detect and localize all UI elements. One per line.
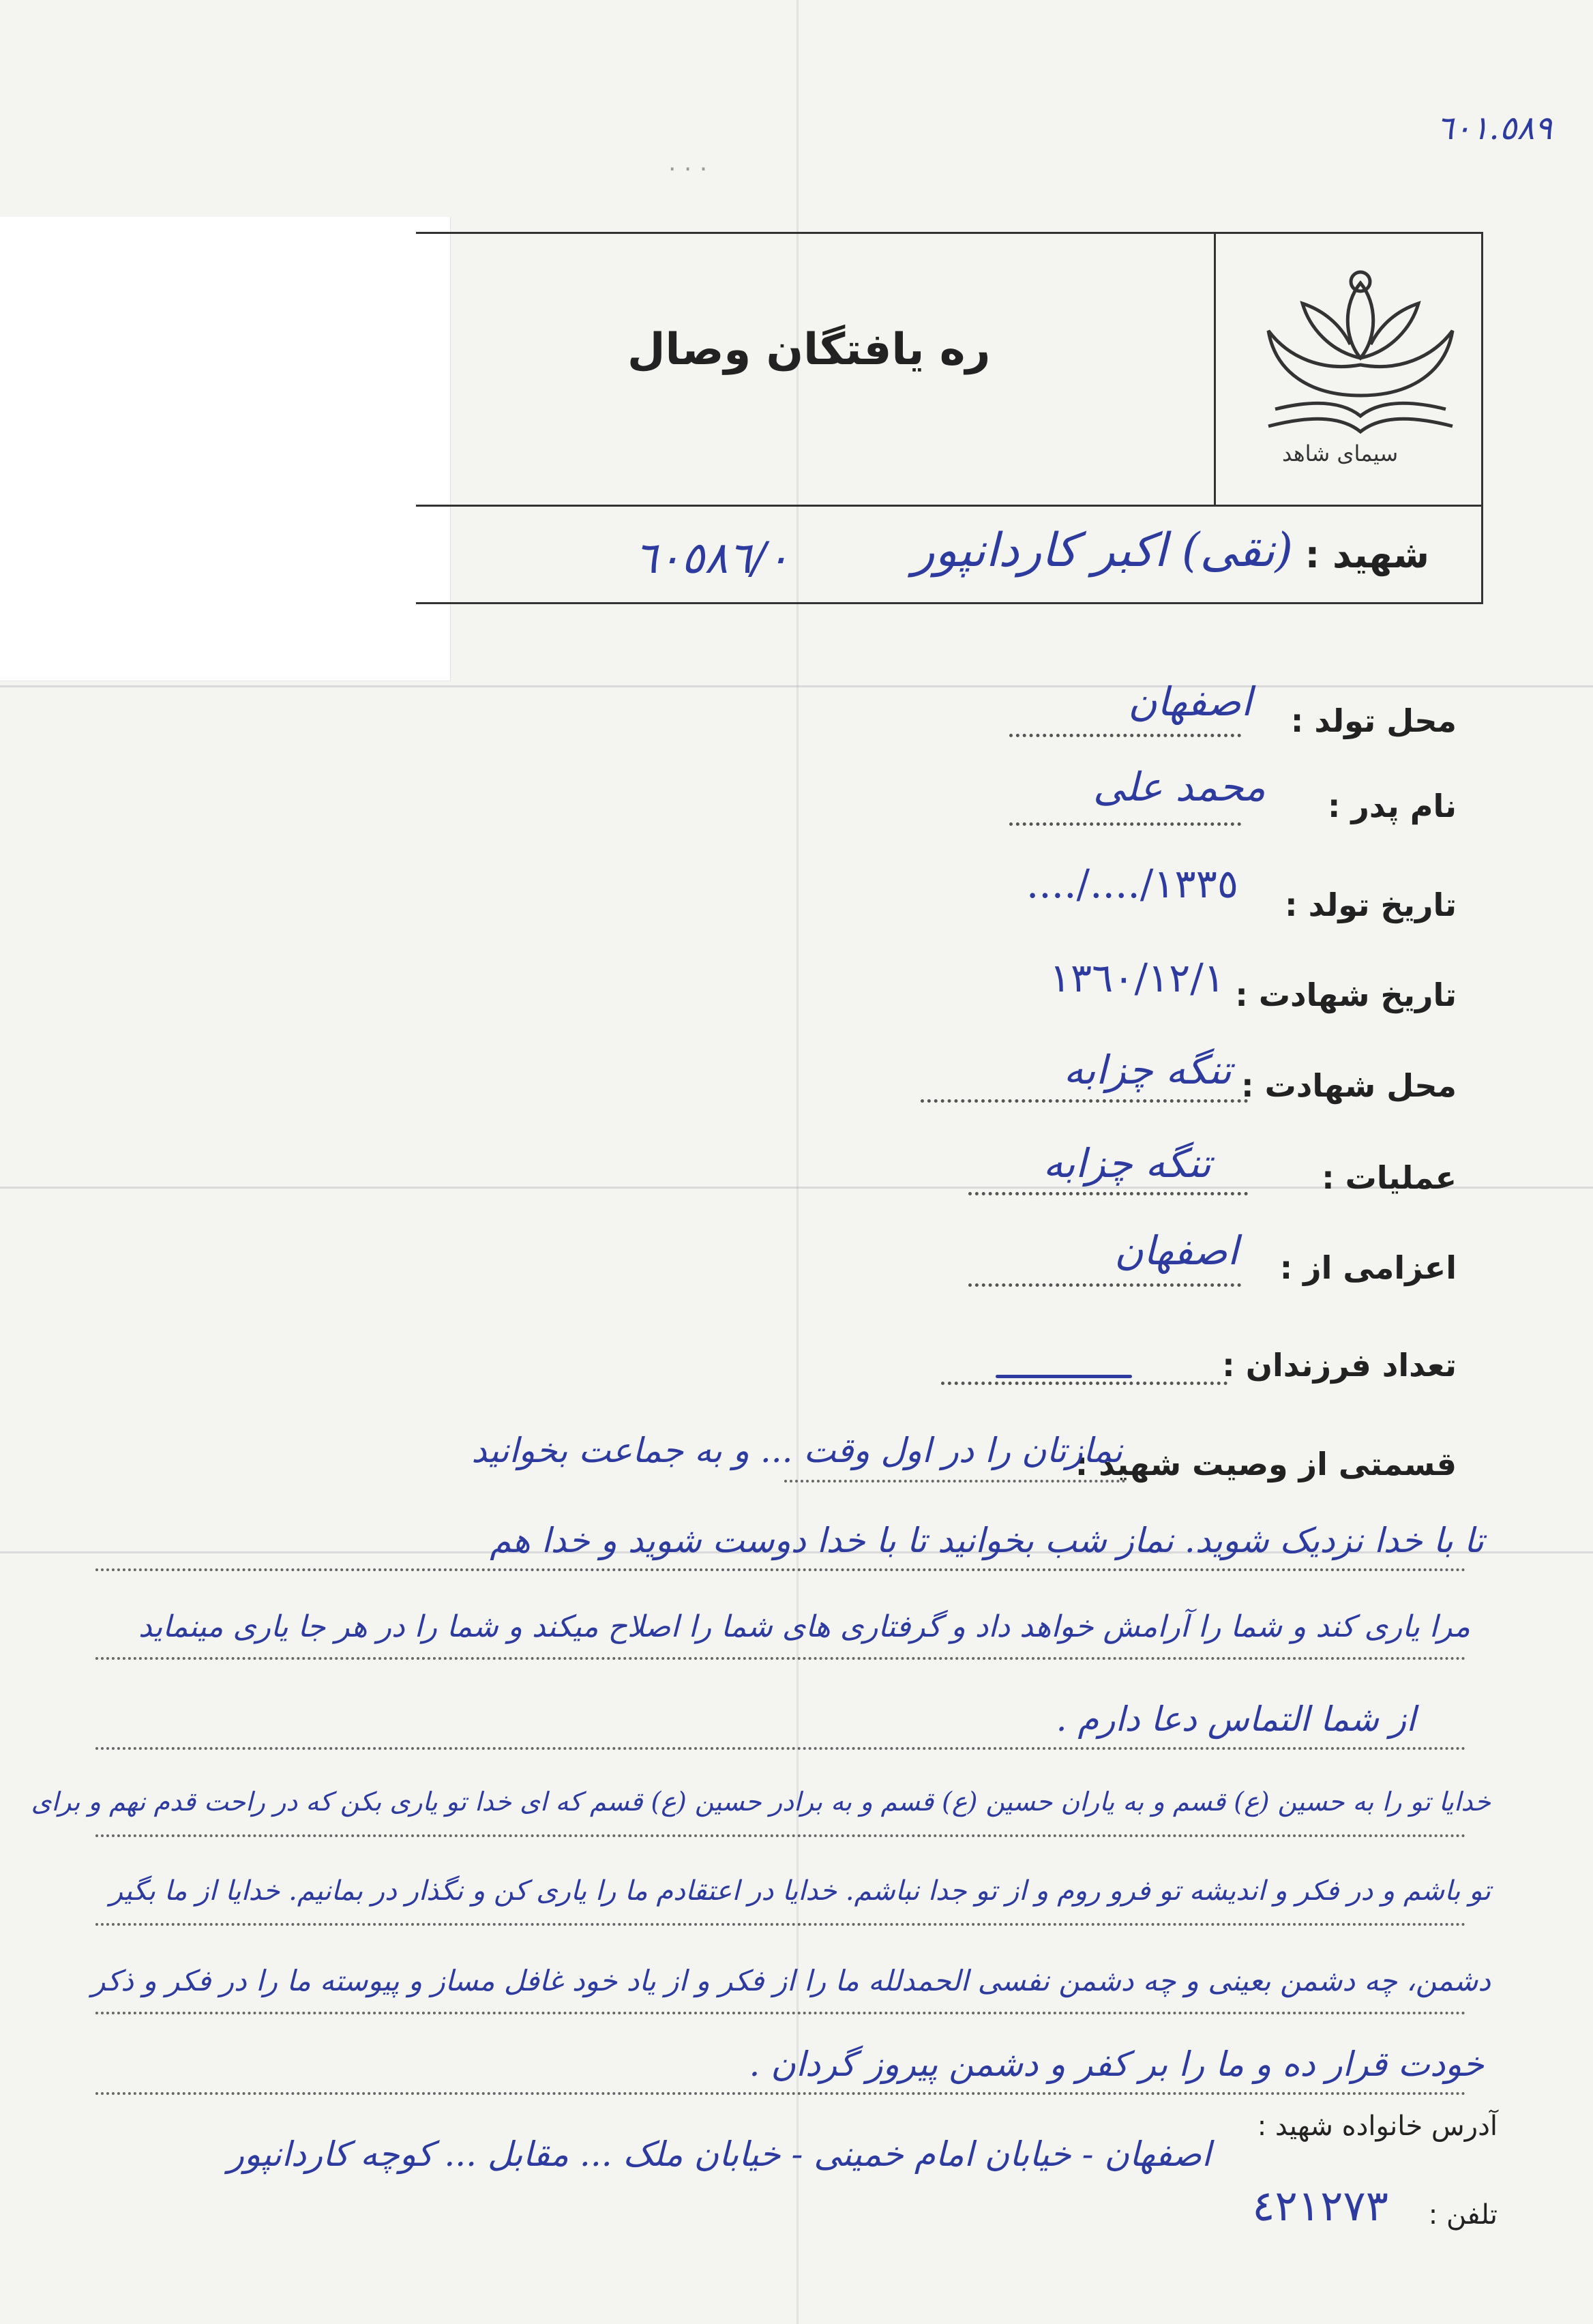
will-line: مرا یاری کند و شما را آرامش خواهد داد و گرفتاری های شما را اصلاح میکند و شما را در هر جا یاری مینماید <box>138 1609 1470 1644</box>
martyrdom-place-value: تنگه چزابه <box>1063 1047 1232 1093</box>
birth-date-value: ١٣٣٥/..../.... <box>1026 861 1238 907</box>
will-line: خودت قرار ده و ما را بر کفر و دشمن پیروز گردان . <box>749 2044 1484 2084</box>
father-label: نام پدر : <box>1327 788 1457 824</box>
frame-divider <box>416 505 1481 507</box>
martyr-label: شهید : <box>1305 533 1429 576</box>
martyr-number: ٦٠٥٨٦/٠ <box>634 533 790 584</box>
dotted-line <box>1009 822 1241 826</box>
will-line: نمازتان را در اول وقت ... و به جماعت بخوانید <box>471 1431 1122 1470</box>
dotted-line <box>95 2012 1466 2014</box>
will-line: تا با خدا نزدیک شوید. نماز شب بخوانید تا با خدا دوست شوید و خدا هم <box>490 1521 1484 1560</box>
tulip-logo-icon <box>1248 263 1473 440</box>
martyrdom-place-label: محل شهادت : <box>1241 1067 1457 1104</box>
father-value: محمد علی <box>1092 764 1266 810</box>
address-label: آدرس خانواده شهید : <box>1257 2111 1498 2142</box>
will-line: خدایا تو را به حسین (ع) قسم و به یاران حسین (ع) قسم و به برادر حسین (ع) قسم که ای خدا تو یاری بکن که در راحت قدم نهم و برای <box>31 1787 1491 1817</box>
dotted-line <box>95 1657 1466 1660</box>
dotted-line <box>921 1099 1248 1103</box>
dispatched-label: اعزامی از : <box>1279 1249 1457 1286</box>
frame-divider <box>1214 234 1216 505</box>
birth-date-label: تاریخ تولد : <box>1285 887 1457 923</box>
will-line: دشمن، چه دشمن بعینی و چه دشمن نفسی الحمدلله ما را از فکر و از یاد خود غافل مساز و پیوسته ما را در فکر و ذکر <box>91 1964 1491 1997</box>
will-label: قسمتی از وصیت شهید : <box>1075 1446 1457 1483</box>
dotted-line <box>95 2092 1466 2095</box>
cover-patch <box>0 217 451 681</box>
children-label: تعداد فرزندان : <box>1222 1347 1457 1384</box>
birth-place-label: محل تولد : <box>1290 702 1457 739</box>
operation-label: عملیات : <box>1322 1159 1457 1196</box>
dotted-line <box>941 1382 1227 1385</box>
dash-mark <box>996 1375 1132 1378</box>
martyrdom-date-value: ١٣٦٠/١٢/١ <box>1049 955 1225 1001</box>
dotted-line <box>968 1283 1241 1287</box>
dispatched-value: اصفهان <box>1114 1227 1238 1274</box>
corner-code: ٦٠١.٥٨٩ <box>1436 109 1552 147</box>
dotted-line <box>968 1192 1248 1195</box>
dotted-line <box>1009 734 1241 737</box>
faint-stamp: . . . <box>668 149 708 177</box>
phone-label: تلفن : <box>1428 2199 1498 2231</box>
birth-place-value: اصفهان <box>1128 679 1252 725</box>
logo-caption: سیمای شاهد <box>1282 441 1399 466</box>
martyr-name: (نقی) اکبر کاردانپور <box>912 524 1293 578</box>
dotted-line <box>784 1480 1125 1483</box>
phone-value: ٤٢١٢٧٣ <box>1252 2181 1388 2231</box>
operation-value: تنگه چزابه <box>1043 1140 1211 1187</box>
will-line: تو باشم و در فکر و اندیشه تو فرو روم و از تو جدا نباشم. خدایا در اعتقادم ما را یاری کن و نگذار در بمانیم. خدایا از ما بگیر <box>109 1875 1491 1907</box>
dotted-line <box>95 1834 1466 1837</box>
dotted-line <box>95 1747 1466 1750</box>
dotted-line <box>95 1923 1466 1926</box>
address-value: اصفهان - خیابان امام خمینی - خیابان ملک ... مقابل ... کوچه کاردانپور <box>227 2134 1211 2174</box>
header-title: ره یافتگان وصال <box>627 325 991 375</box>
will-line: از شما التماس دعا دارم . <box>1056 1699 1416 1739</box>
martyrdom-date-label: تاریخ شهادت : <box>1235 977 1457 1013</box>
dotted-line <box>95 1568 1466 1571</box>
